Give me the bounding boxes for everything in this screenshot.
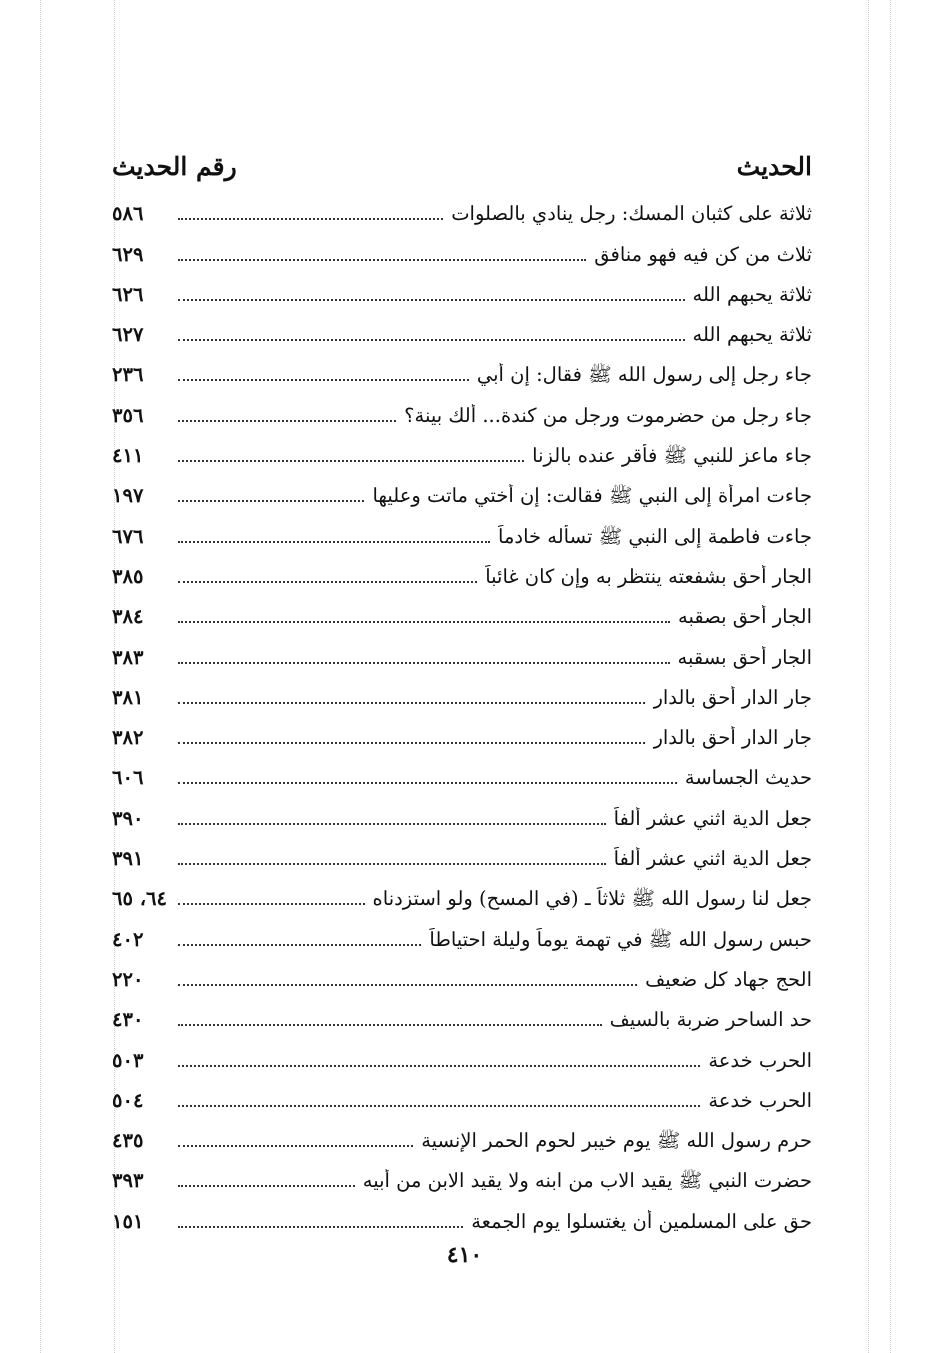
hadith-number: ١٩٧ [112,484,144,508]
index-entry [112,307,812,347]
dot-leader [178,823,606,825]
hadith-title: ثلاثة على كثبان المسك: رجل ينادي بالصلوات [451,202,812,226]
dot-leader [178,299,685,301]
dot-leader [178,1226,463,1228]
index-entry [112,347,812,387]
hadith-title: جاءت فاطمة إلى النبي ﷺ تسأله خادماً [498,524,812,548]
hadith-title: الجار أحق بسقبه [677,645,812,669]
hadith-number: ٦٧٦ [112,524,144,548]
hadith-title: جعل الدية اثني عشر ألفاً [613,806,812,830]
hadith-number: ١٥١ [112,1209,144,1233]
hadith-number: ٤١١ [112,444,144,468]
dot-leader [178,541,490,543]
hadith-title: حق على المسلمين أن يغتسلوا يوم الجمعة [471,1209,812,1233]
index-entry [112,267,812,307]
dot-leader [178,621,670,623]
index-entry [112,952,812,992]
hadith-number: ٤٣٥ [112,1129,144,1153]
hadith-number: ٢٢٠ [112,967,144,991]
hadith-number: ٣٨٣ [112,645,144,669]
hadith-title: حد الساحر ضربة بالسيف [609,1008,812,1032]
hadith-number: ٣٩٣ [112,1169,144,1193]
hadith-number: ٣٨٢ [112,726,144,750]
margin-rule [40,0,41,1353]
hadith-title: الجار أحق بشفعته ينتظر به وإن كان غائباً [485,564,812,588]
hadith-number: ٣٩٠ [112,806,144,830]
index-header [112,152,812,186]
index-entry [112,1153,812,1193]
dot-leader [178,1145,413,1147]
index-entry [112,670,812,710]
hadith-number: ٦٤، ٦٥ [112,887,167,911]
index-entry [112,387,812,427]
dot-leader [178,944,421,946]
hadith-number: ٣٩١ [112,847,144,871]
hadith-title: جاء رجل إلى رسول الله ﷺ فقال: إن أبي [476,363,812,387]
dot-leader [178,218,443,220]
margin-rule [890,0,891,1353]
dot-leader [178,702,645,704]
hadith-number: ٢٣٦ [112,363,144,387]
dot-leader [178,420,396,422]
hadith-number: ٥٠٣ [112,1048,144,1072]
hadith-title: الحرب خدعة [708,1048,812,1072]
number-column-heading: رقم الحديث [112,152,237,181]
hadith-title: حرم رسول الله ﷺ يوم خيبر لحوم الحمر الإنسية [421,1129,812,1153]
hadith-title: جاءت امرأة إلى النبي ﷺ فقالت: إن أختي ماتت وعليها [372,484,812,508]
hadith-number: ٣٨١ [112,685,144,709]
index-entry [112,428,812,468]
dot-leader [178,379,469,381]
hadith-title: جعل لنا رسول الله ﷺ ثلاثاً ـ (في المسح) ولو استزدناه [372,887,812,911]
index-entry [112,549,812,589]
index-entry [112,508,812,548]
index-entry [112,1073,812,1113]
index-entry [112,1193,812,1233]
index-entry [112,589,812,629]
dot-leader [178,1024,602,1026]
hadith-number: ٦٢٦ [112,282,144,306]
dot-leader [178,662,670,664]
hadith-number: ٣٥٦ [112,403,144,427]
hadith-number: ٥٠٤ [112,1088,144,1112]
dot-leader [178,863,606,865]
hadith-number: ٦٠٦ [112,766,144,790]
hadith-title: جار الدار أحق بالدار [653,726,812,750]
hadith-number: ٦٢٧ [112,323,144,347]
hadith-title: جاء رجل من حضرموت ورجل من كندة... ألك بينة؟ [404,403,812,427]
hadith-number: ٦٢٩ [112,242,144,266]
hadith-number: ٥٨٦ [112,202,144,226]
hadith-title: حضرت النبي ﷺ يقيد الاب من ابنه ولا يقيد الابن من أبيه [362,1169,812,1193]
index-entry [112,629,812,669]
hadith-title: ثلاثة يحبهم الله [692,282,812,306]
dot-leader [178,1185,355,1187]
hadith-title: الحج جهاد كل ضعيف [645,967,812,991]
dot-leader [178,259,586,261]
hadith-number: ٤٣٠ [112,1008,144,1032]
dot-leader [178,984,637,986]
dot-leader [178,903,365,905]
dot-leader [178,500,364,502]
index-entry [112,871,812,911]
index-entry [112,1113,812,1153]
dot-leader [178,782,677,784]
index-entry [112,226,812,266]
dot-leader [178,1105,700,1107]
dot-leader [178,742,645,744]
dot-leader [178,339,685,341]
index-entry [112,750,812,790]
hadith-title: الجار أحق بصقبه [678,605,812,629]
index-entry [112,710,812,750]
hadith-title: ثلاثة يحبهم الله [692,323,812,347]
index-entry [112,468,812,508]
hadith-column-heading: الحديث [736,152,812,181]
hadith-title: ثلاث من كن فيه فهو منافق [594,242,812,266]
index-entry [112,1032,812,1072]
hadith-number: ٣٨٥ [112,564,144,588]
hadith-number: ٣٨٤ [112,605,144,629]
hadith-number: ٤٠٢ [112,927,144,951]
page-number: ٤١٠ [446,1242,483,1268]
index-entry [112,992,812,1032]
margin-rule [868,0,869,1353]
hadith-title: حديث الجساسة [684,766,812,790]
index-entry [112,790,812,830]
index-entry [112,911,812,951]
hadith-title: جعل الدية اثني عشر ألفاً [613,847,812,871]
hadith-title: جاء ماعز للنبي ﷺ فأقر عنده بالزنا [532,444,812,468]
hadith-title: الحرب خدعة [708,1088,812,1112]
hadith-title: جار الدار أحق بالدار [653,685,812,709]
dot-leader [178,1065,700,1067]
hadith-title: حبس رسول الله ﷺ في تهمة يوماً وليلة احتياطاً [429,927,812,951]
dot-leader [178,581,477,583]
index-entry [112,831,812,871]
hadith-index-list [112,186,812,1234]
dot-leader [178,460,524,462]
index-entry [112,186,812,226]
